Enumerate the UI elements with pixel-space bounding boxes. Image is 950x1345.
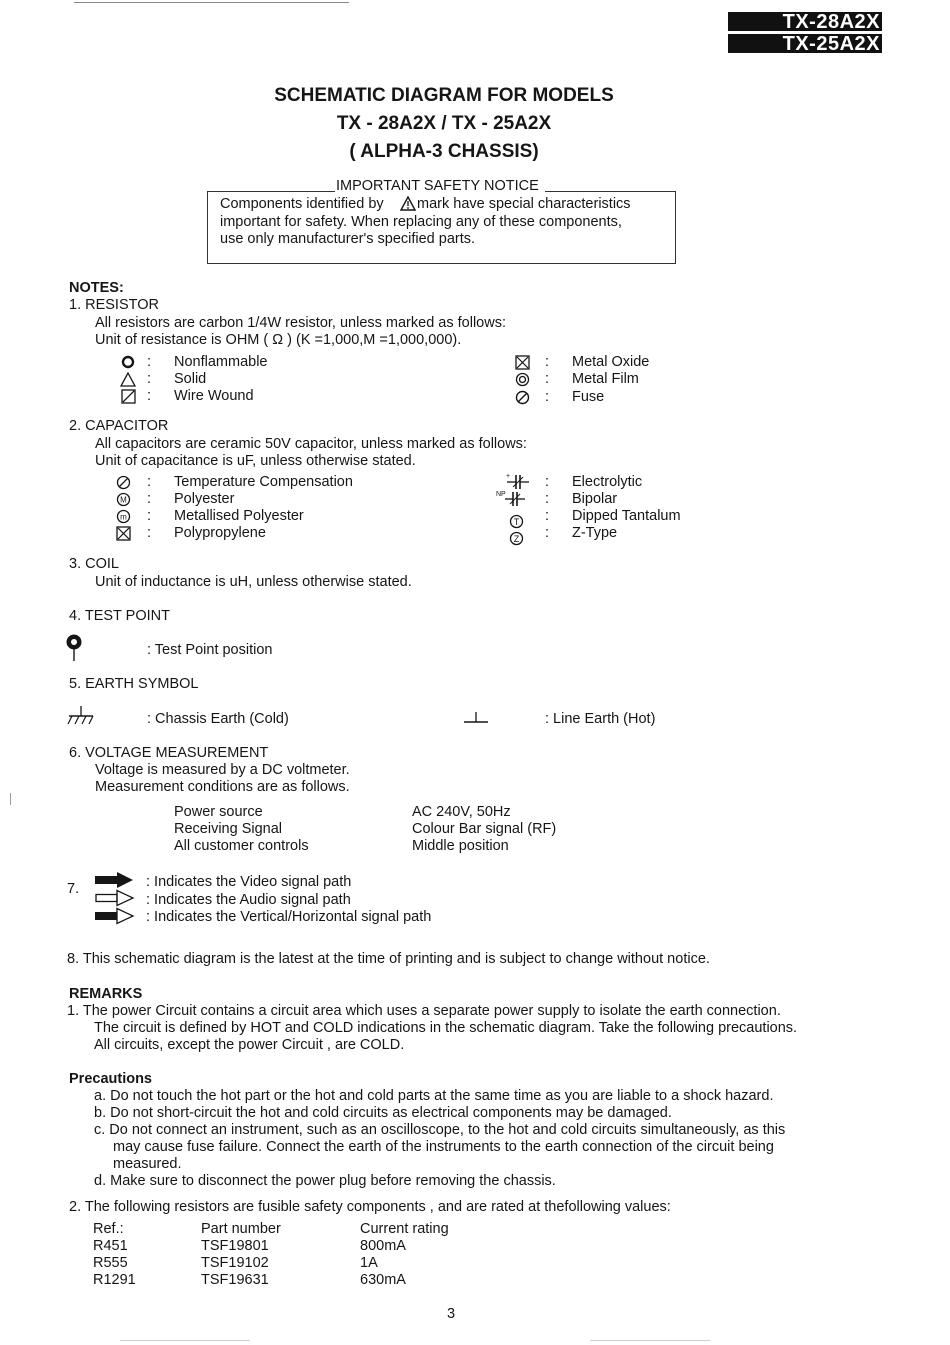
table-cell-current: 800mA <box>360 1238 406 1254</box>
resistor-line1: All resistors are carbon 1/4W resistor, unless marked as follows: <box>95 315 506 331</box>
colon: : <box>545 371 550 387</box>
bipolar-capacitor-icon <box>495 488 531 508</box>
schematic-note: 8. This schematic diagram is the latest at the time of printing and is subject to change without notice. <box>67 951 710 967</box>
resistor-wire-wound: Wire Wound <box>174 388 254 404</box>
page-subtitle-chassis: ( ALPHA-3 CHASSIS) <box>349 141 539 162</box>
capacitor-line1: All capacitors are ceramic 50V capacitor, unless marked as follows: <box>95 436 527 452</box>
resistor-solid: Solid <box>174 371 207 387</box>
safety-notice-line2: important for safety. When replacing any of these components, <box>220 214 622 230</box>
condition-label: All customer controls <box>174 838 309 854</box>
table-cell-current: 630mA <box>360 1272 406 1288</box>
vh-signal-label: : Indicates the Vertical/Horizontal signal path <box>146 909 432 925</box>
table-cell-part: TSF19102 <box>201 1255 269 1271</box>
safety-notice-line1b: mark have special characteristics <box>417 196 631 212</box>
voltage-line1: Voltage is measured by a DC voltmeter. <box>95 762 350 778</box>
signal-number: 7. <box>67 881 80 897</box>
page-number: 3 <box>447 1306 456 1322</box>
colon: : <box>545 491 550 507</box>
colon: : <box>545 525 550 541</box>
precautions-heading: Precautions <box>69 1071 152 1087</box>
resistor-metal-film: Metal Film <box>572 371 639 387</box>
scan-mark <box>10 793 11 805</box>
colon: : <box>545 354 550 370</box>
remarks-line2: The circuit is defined by HOT and COLD indications in the schematic diagram. Take the following precautions. <box>94 1020 798 1036</box>
colon: : <box>545 389 550 405</box>
fuse-circle-icon <box>513 388 531 406</box>
table-cell-part: TSF19631 <box>201 1272 269 1288</box>
capacitor-z-type: Z-Type <box>572 525 618 541</box>
scan-mark <box>120 1340 250 1341</box>
capacitor-metallised-polyester: Metallised Polyester <box>174 508 304 524</box>
page-subtitle-models: TX - 28A2X / TX - 25A2X <box>336 113 552 134</box>
precaution-item: measured. <box>113 1156 182 1172</box>
table-cell-part: TSF19801 <box>201 1238 269 1254</box>
test-point-icon <box>65 633 83 663</box>
fusible-line: 2. The following resistors are fusible safety components , and are rated at thefollowing values: <box>69 1199 671 1215</box>
colon: : <box>147 491 152 507</box>
vh-signal-arrow-icon <box>95 907 137 925</box>
nonflammable-circle-icon <box>119 353 137 371</box>
test-point-title: 4. TEST POINT <box>69 608 170 624</box>
table-header-part: Part number <box>201 1221 281 1237</box>
remarks-line3: All circuits, except the power Circuit , are COLD. <box>94 1037 405 1053</box>
colon: : <box>147 508 152 524</box>
safety-notice-line1a: Components identified by <box>220 196 384 212</box>
video-signal-arrow-icon <box>95 871 137 889</box>
line-earth-icon <box>462 710 490 726</box>
svg-text:+: + <box>506 473 511 480</box>
resistor-line2: Unit of resistance is OHM ( Ω ) (K =1,000,M =1,000,000). <box>95 332 462 348</box>
svg-text:m: m <box>119 512 127 521</box>
precaution-item: a. Do not touch the hot part or the hot and cold parts at the same time as you are liable to a shock hazard. <box>94 1088 774 1104</box>
resistor-title: 1. RESISTOR <box>69 297 159 313</box>
capacitor-polypropylene: Polypropylene <box>174 525 266 541</box>
temperature-compensation-icon <box>114 473 132 491</box>
svg-text:M: M <box>119 495 127 504</box>
resistor-nonflammable: Nonflammable <box>174 354 268 370</box>
table-cell-ref: R451 <box>93 1238 128 1254</box>
colon: : <box>147 525 152 541</box>
colon: : <box>147 354 152 370</box>
remarks-line1: 1. The power Circuit contains a circuit area which uses a separate power supply to isolate the earth connection. <box>67 1003 781 1019</box>
model-tab-1: TX-28A2X <box>728 12 882 31</box>
safety-notice-line3: use only manufacturer's specified parts. <box>220 231 476 247</box>
model-tab-2: TX-25A2X <box>728 34 882 53</box>
chassis-earth-icon <box>65 704 97 726</box>
safety-notice-heading: IMPORTANT SAFETY NOTICE <box>336 178 539 194</box>
condition-value: AC 240V, 50Hz <box>412 804 511 820</box>
capacitor-title: 2. CAPACITOR <box>69 418 169 434</box>
voltage-line2: Measurement conditions are as follows. <box>95 779 350 795</box>
capacitor-temperature-compensation: Temperature Compensation <box>174 474 353 490</box>
page-title: SCHEMATIC DIAGRAM FOR MODELS <box>274 85 614 106</box>
earth-title: 5. EARTH SYMBOL <box>69 676 199 692</box>
test-point-item: : Test Point position <box>147 642 273 658</box>
precaution-item: may cause fuse failure. Connect the earth of the instruments to the earth connection of the circuit being <box>113 1139 774 1155</box>
colon: : <box>147 474 152 490</box>
coil-title: 3. COIL <box>69 556 119 572</box>
metal-oxide-box-icon <box>513 353 531 371</box>
audio-signal-arrow-icon <box>95 889 137 907</box>
audio-signal-label: : Indicates the Audio signal path <box>146 892 351 908</box>
resistor-fuse: Fuse <box>572 389 605 405</box>
precaution-item: b. Do not short-circuit the hot and cold circuits as electrical components may be damaged. <box>94 1105 672 1121</box>
z-type-icon <box>507 529 525 547</box>
top-rule <box>74 2 349 3</box>
capacitor-line2: Unit of capacitance is uF, unless otherwise stated. <box>95 453 416 469</box>
table-header-ref: Ref.: <box>93 1221 124 1237</box>
video-signal-label: : Indicates the Video signal path <box>146 874 352 890</box>
resistor-metal-oxide: Metal Oxide <box>572 354 650 370</box>
capacitor-electrolytic: Electrolytic <box>572 474 643 490</box>
svg-text:T: T <box>513 516 519 527</box>
capacitor-polyester: Polyester <box>174 491 235 507</box>
dipped-tantalum-icon <box>507 512 525 530</box>
condition-label: Power source <box>174 804 263 820</box>
line-earth-label: : Line Earth (Hot) <box>545 711 656 727</box>
condition-value: Colour Bar signal (RF) <box>412 821 557 837</box>
polyester-circle-icon <box>114 490 132 508</box>
capacitor-bipolar: Bipolar <box>572 491 618 507</box>
solid-triangle-icon <box>119 370 137 388</box>
remarks-heading: REMARKS <box>69 986 143 1002</box>
notes-heading: NOTES: <box>69 280 124 296</box>
svg-text:Z: Z <box>513 533 519 544</box>
colon: : <box>545 508 550 524</box>
table-header-current: Current rating <box>360 1221 449 1237</box>
voltage-title: 6. VOLTAGE MEASUREMENT <box>69 745 269 761</box>
metal-film-circle-icon <box>513 370 531 388</box>
table-cell-ref: R1291 <box>93 1272 136 1288</box>
table-cell-current: 1A <box>360 1255 378 1271</box>
warning-triangle-icon <box>400 196 416 216</box>
colon: : <box>147 388 152 404</box>
wire-wound-box-icon <box>119 387 137 405</box>
colon: : <box>147 371 152 387</box>
metallised-polyester-icon <box>114 507 132 525</box>
coil-line1: Unit of inductance is uH, unless otherwise stated. <box>95 574 412 590</box>
precaution-item: c. Do not connect an instrument, such as an oscilloscope, to the hot and cold circuits simultaneously, as this <box>94 1122 786 1138</box>
capacitor-dipped-tantalum: Dipped Tantalum <box>572 508 681 524</box>
polypropylene-box-icon <box>114 524 132 542</box>
scan-mark <box>590 1340 710 1341</box>
table-cell-ref: R555 <box>93 1255 128 1271</box>
chassis-earth-label: : Chassis Earth (Cold) <box>147 711 289 727</box>
condition-value: Middle position <box>412 838 509 854</box>
precaution-item: d. Make sure to disconnect the power plug before removing the chassis. <box>94 1173 556 1189</box>
colon: : <box>545 474 550 490</box>
svg-text:NP: NP <box>496 491 506 498</box>
condition-label: Receiving Signal <box>174 821 283 837</box>
